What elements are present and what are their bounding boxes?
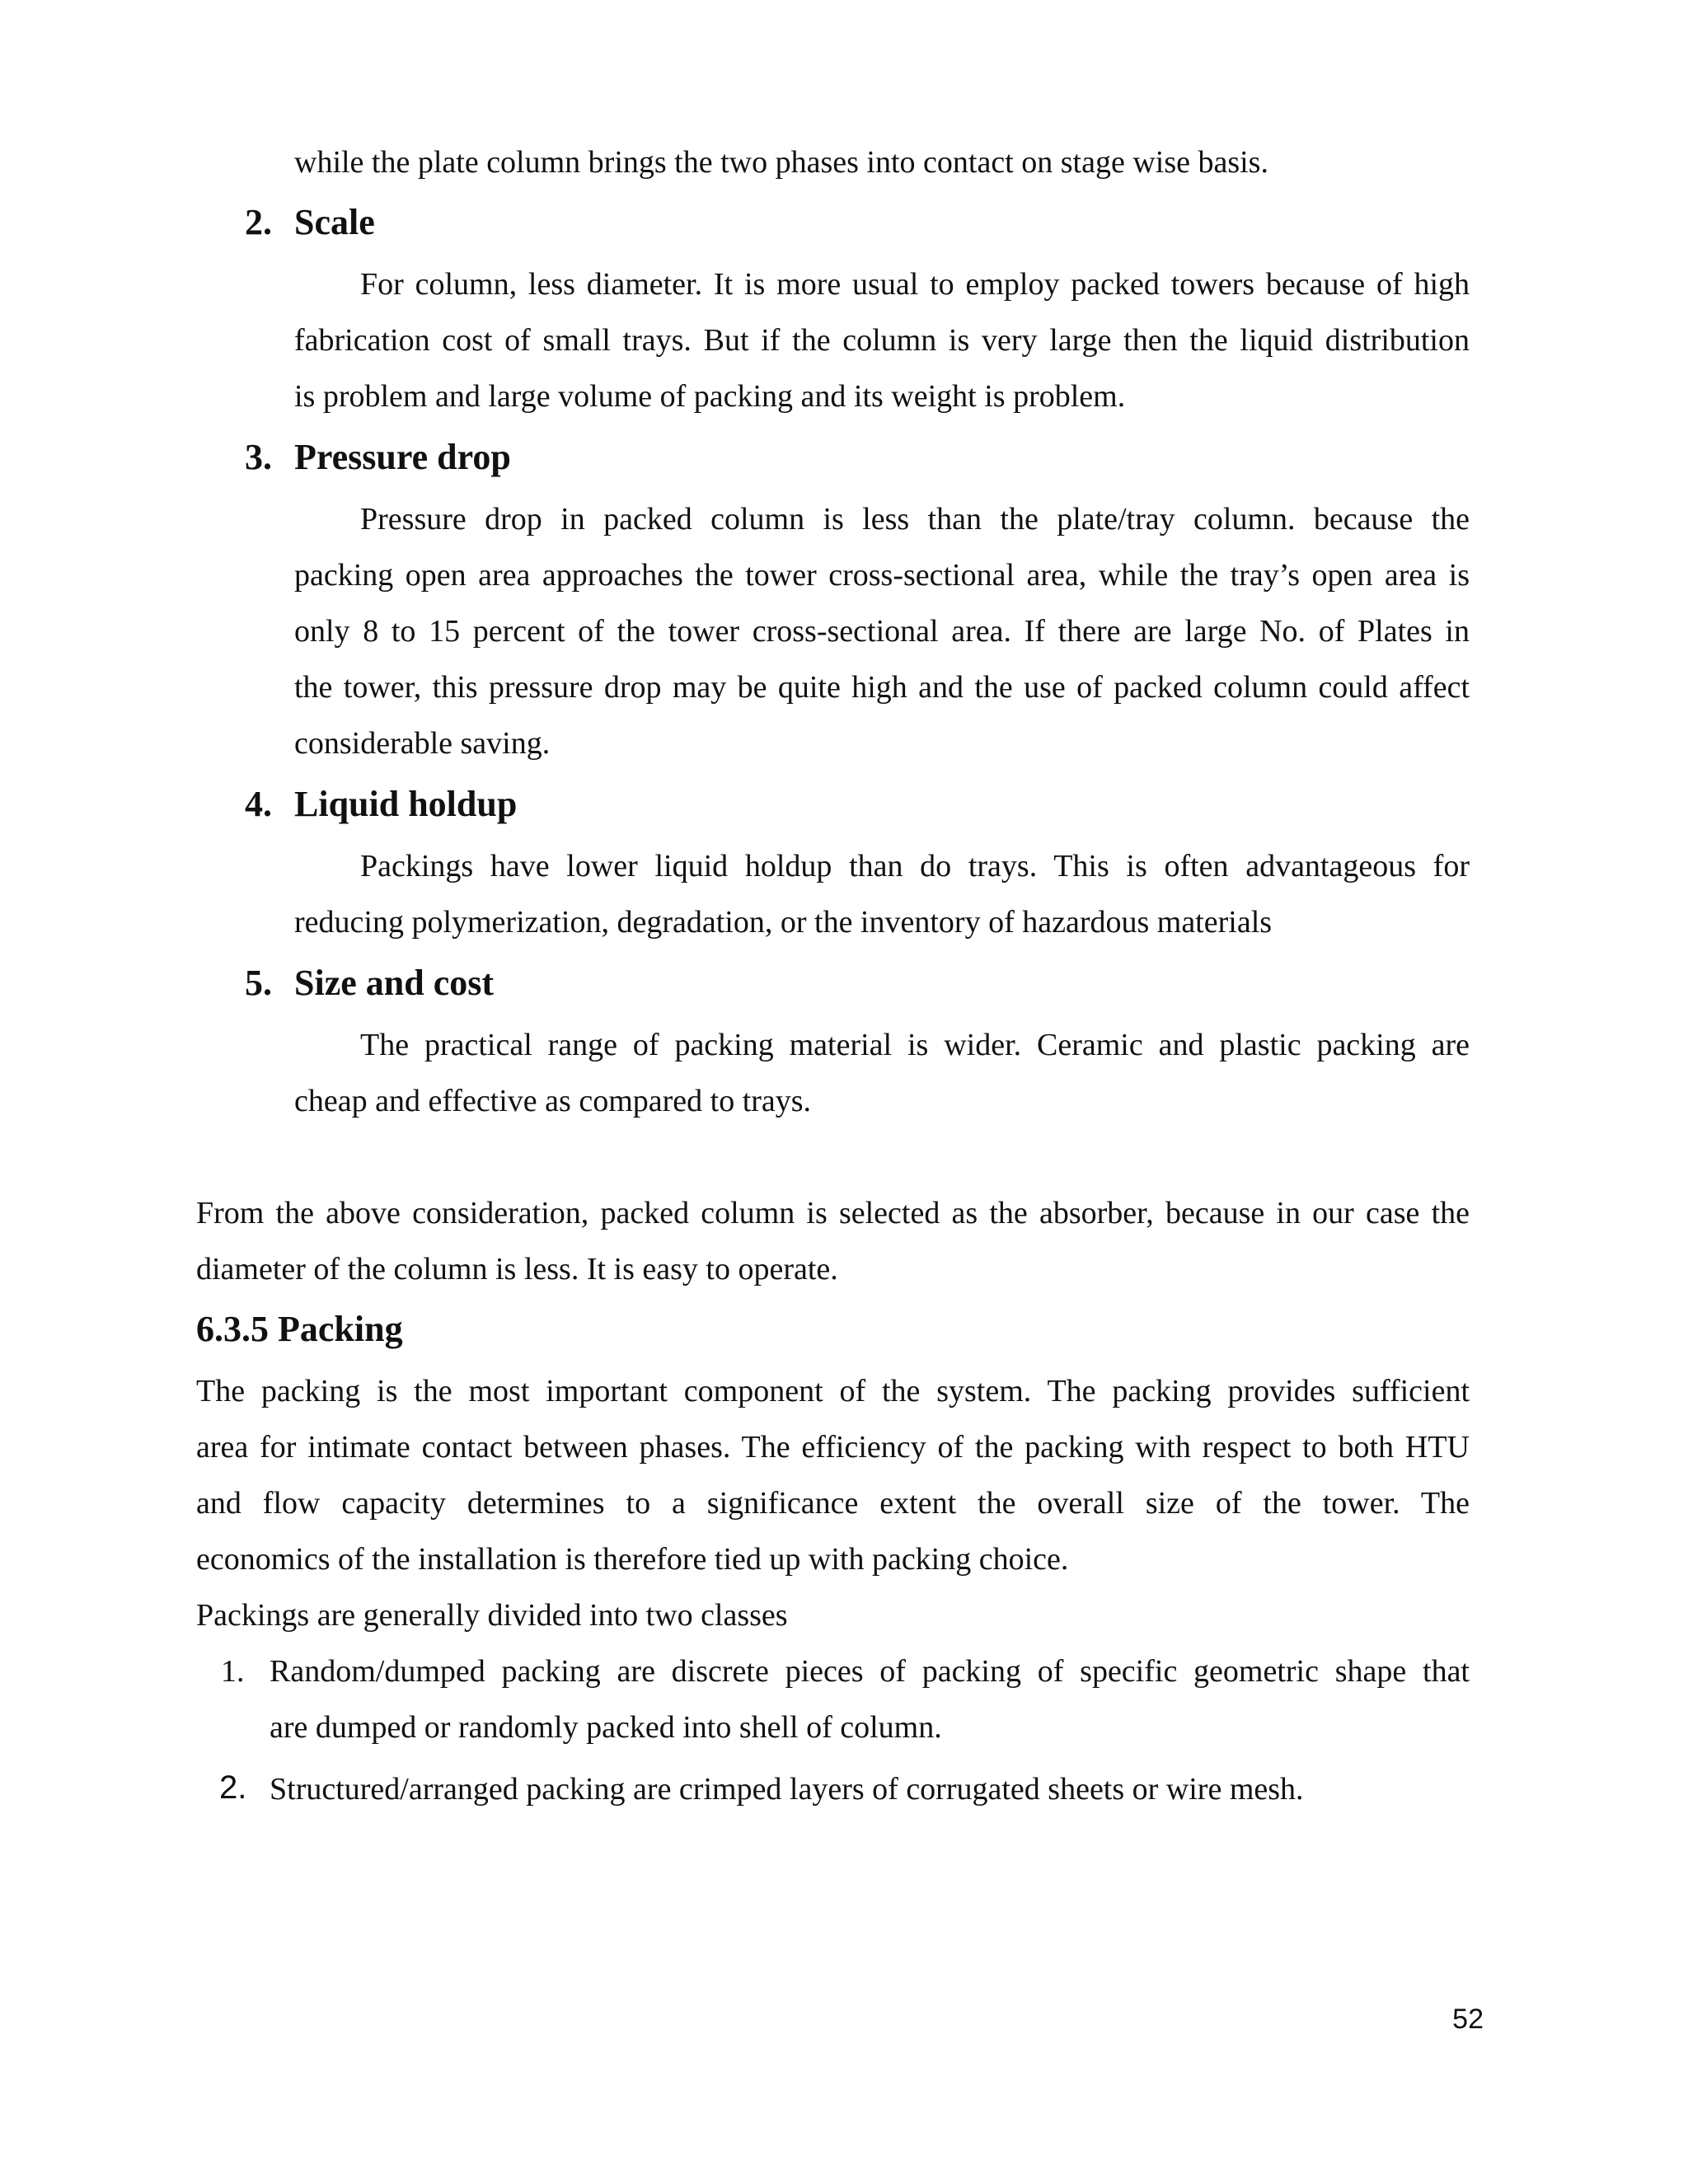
section-heading-packing: 6.3.5 Packing — [196, 1309, 403, 1349]
packing-classes-intro: Packings are generally divided into two classes — [196, 1598, 788, 1633]
scale-line-2: fabrication cost of small trays. But if the column is very large then the liquid distribution — [294, 323, 1470, 358]
heading-number: 2. — [245, 202, 272, 242]
scale-line-1: For column, less diameter. It is more usual to employ packed towers because of high — [360, 267, 1470, 302]
pressure-drop-line-5: considerable saving. — [294, 726, 551, 761]
heading-size-and-cost — [245, 960, 494, 1006]
heading-title: Liquid holdup — [294, 784, 518, 824]
heading-number: 5. — [245, 963, 272, 1003]
page-number: 52 — [1452, 2004, 1484, 2035]
pressure-drop-line-1: Pressure drop in packed column is less than the plate/tray column. because the — [360, 502, 1470, 537]
packing-paragraph-line-2: area for intimate contact between phases. The efficiency of the packing with respect to both HTU — [196, 1430, 1470, 1465]
heading-title: Size and cost — [294, 963, 494, 1003]
heading-number: 3. — [245, 437, 272, 477]
pressure-drop-line-4: the tower, this pressure drop may be quite high and the use of packed column could affect — [294, 670, 1470, 705]
heading-title: Scale — [294, 202, 375, 242]
packing-paragraph-line-3: and flow capacity determines to a significance extent the overall size of the tower. The — [196, 1486, 1470, 1521]
heading-pressure-drop — [245, 434, 511, 480]
packing-paragraph-line-1: The packing is the most important component of the system. The packing provides sufficient — [196, 1374, 1470, 1408]
packing-class-2-number: 2. — [219, 1769, 247, 1806]
scale-line-3: is problem and large volume of packing and its weight is problem. — [294, 379, 1126, 414]
intro-line: while the plate column brings the two phases into contact on stage wise basis. — [294, 145, 1268, 180]
pressure-drop-line-2: packing open area approaches the tower cross-sectional area, while the tray’s open area is — [294, 558, 1470, 593]
heading-title: Pressure drop — [294, 437, 511, 477]
packing-class-2-line-1: Structured/arranged packing are crimped layers of corrugated sheets or wire mesh. — [270, 1772, 1304, 1807]
conclusion-line-2: diameter of the column is less. It is easy to operate. — [196, 1252, 838, 1286]
packing-paragraph-line-4: economics of the installation is therefore tied up with packing choice. — [196, 1542, 1069, 1577]
pressure-drop-line-3: only 8 to 15 percent of the tower cross-sectional area. If there are large No. of Plates in — [294, 614, 1470, 649]
size-and-cost-line-1: The practical range of packing material is wider. Ceramic and plastic packing are — [360, 1028, 1470, 1062]
heading-number: 4. — [245, 784, 272, 824]
heading-scale — [245, 199, 375, 246]
packing-class-1-line-1: Random/dumped packing are discrete pieces of packing of specific geometric shape that — [270, 1654, 1470, 1689]
liquid-holdup-line-2: reducing polymerization, degradation, or the inventory of hazardous materials — [294, 905, 1273, 940]
liquid-holdup-line-1: Packings have lower liquid holdup than do trays. This is often advantageous for — [360, 849, 1470, 883]
packing-class-1-line-2: are dumped or randomly packed into shell of column. — [270, 1710, 942, 1745]
packing-class-1-number: 1. — [221, 1654, 245, 1689]
heading-liquid-holdup — [245, 781, 517, 827]
conclusion-line-1: From the above consideration, packed column is selected as the absorber, because in our case the — [196, 1196, 1470, 1230]
size-and-cost-line-2: cheap and effective as compared to trays. — [294, 1084, 812, 1118]
